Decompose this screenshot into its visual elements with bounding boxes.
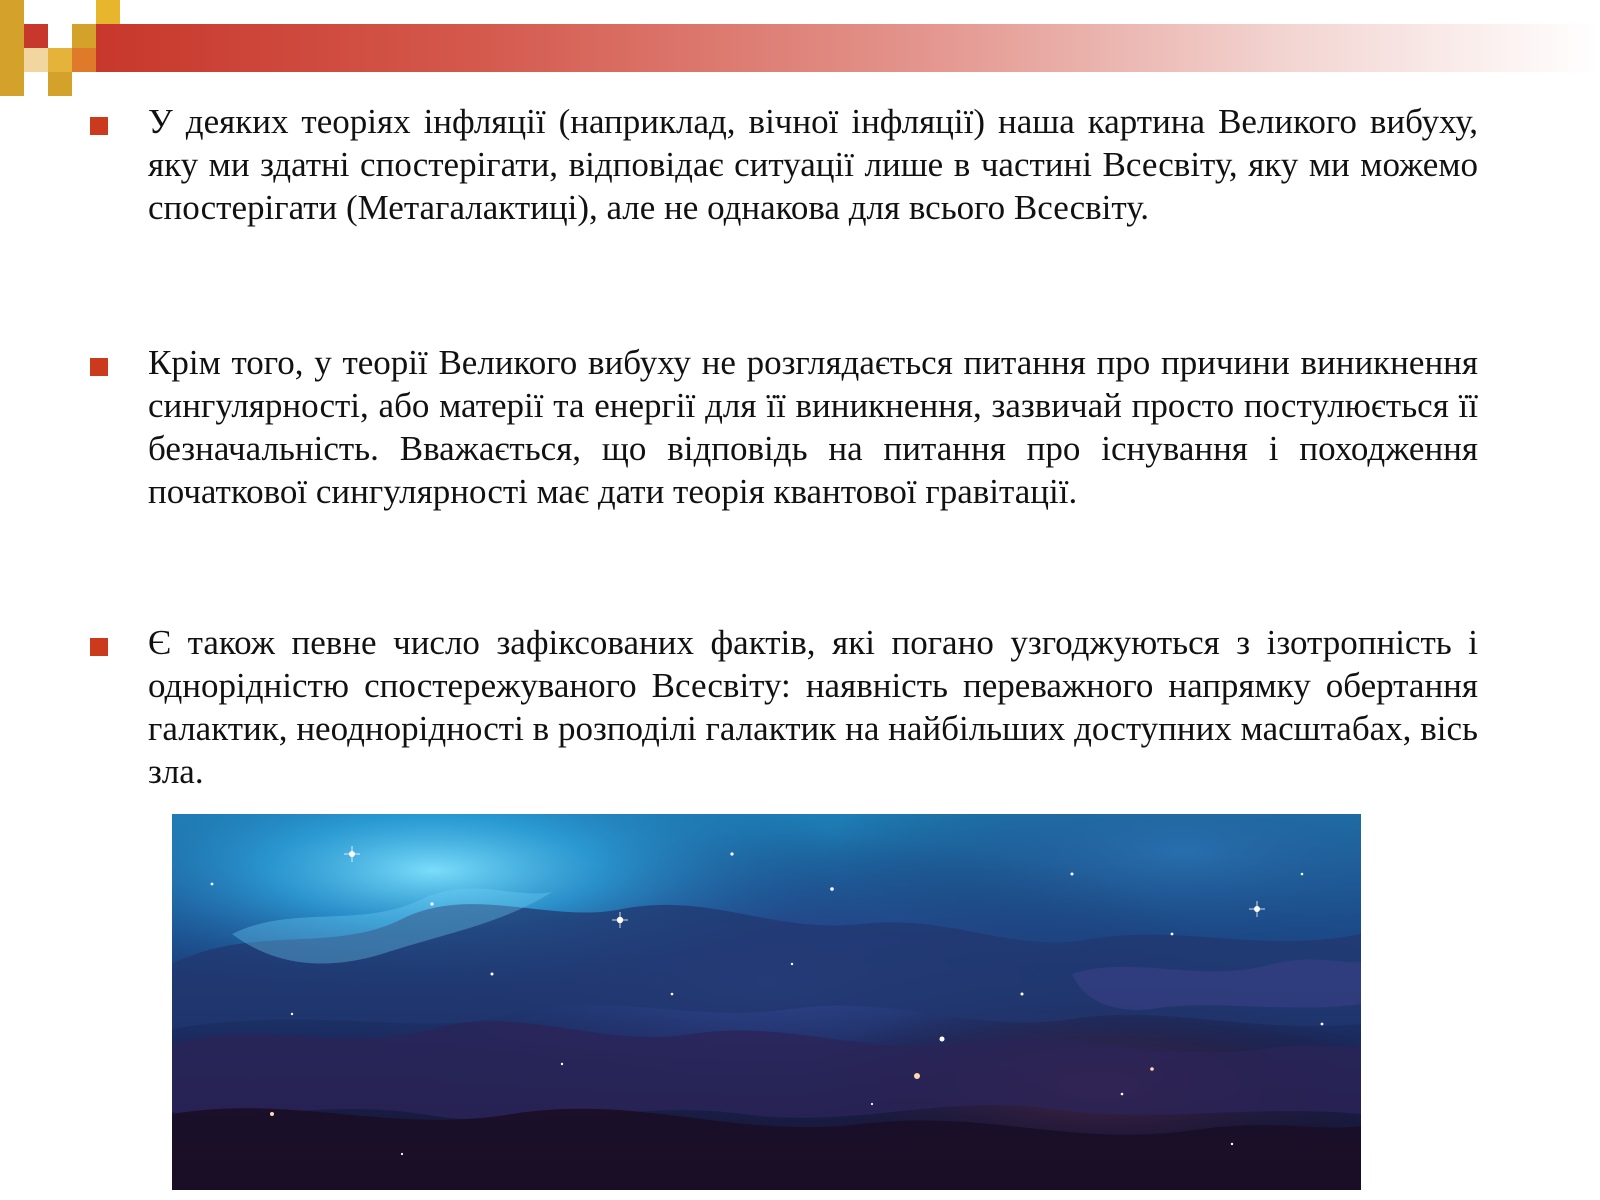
square-bullet-icon bbox=[90, 358, 108, 376]
nebula-illustration bbox=[172, 814, 1361, 1190]
bullet-text: У деяких теоріях інфляції (наприклад, вічної інфляції) наша картина Великого вибуху, яку ми здатні спостерігати, відповідає ситуації лише в частині Всесвіту, яку ми можемо спостерігати (Метагалактиці), але не однакова для всього Всесвіту. bbox=[148, 102, 1478, 227]
bullet-text: Є також певне число зафіксованих фактів, які погано узгоджуються з ізотропність і однорідністю спостережуваного Всесвіту: наявність переважного напрямку обертання галактик, неоднорідності в розподілі галактик на найбільших доступних масштабах, вісь зла. bbox=[148, 623, 1478, 791]
square-bullet-icon bbox=[90, 638, 108, 656]
bullet-text: Крім того, у теорії Великого вибуху не розглядається питання про причини виникнення сингулярності, або матерії та енергії для її виникнення, зазвичай просто постулюється її безначальність. Вважається, що відповідь на питання про існування і походження початкової сингулярності має дати теорія квантової гравітації. bbox=[148, 343, 1478, 511]
nebula-space-image bbox=[172, 814, 1361, 1190]
square-bullet-icon bbox=[90, 117, 108, 135]
